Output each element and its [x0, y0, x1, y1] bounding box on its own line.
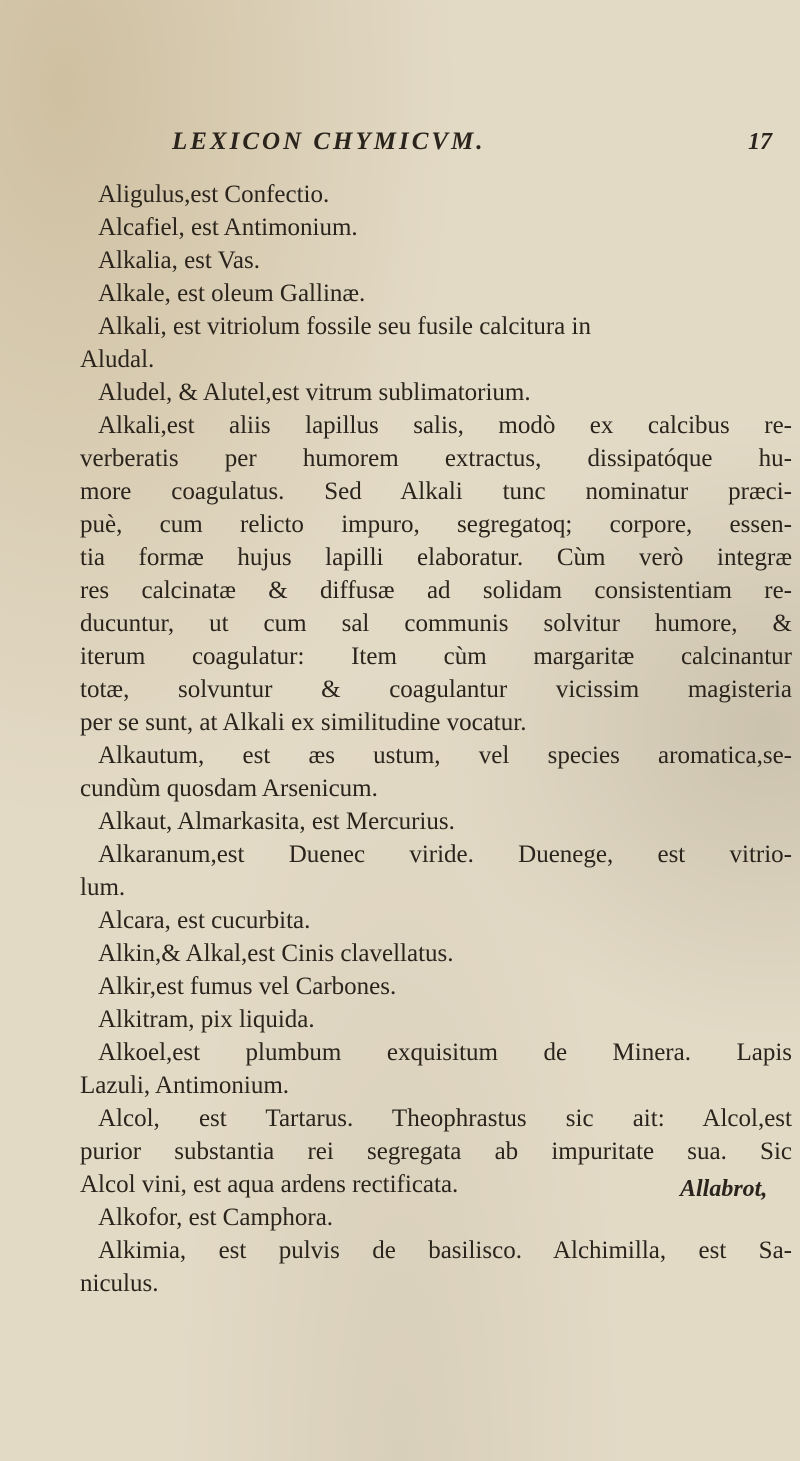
running-title: LEXICON CHYMICVM. [172, 128, 486, 155]
text-line: cundùm quosdam Arsenicum. [80, 775, 378, 802]
text-line: Alkaranum,est Duenec viride. Duenege, est vitrio- [98, 841, 792, 868]
text-line: Alkale, est oleum Gallinæ. [98, 280, 366, 307]
text-line: Alkimia, est pulvis de basilisco. Alchimilla, est Sa- [98, 1237, 792, 1264]
text-line: Alkin,& Alkal,est Cinis clavellatus. [98, 940, 454, 967]
text-line: Alkitram, pix liquida. [98, 1006, 315, 1033]
text-line: Alkali,est aliis lapillus salis, modò ex calcibus re- [98, 412, 792, 439]
text-line: Aligulus,est Confectio. [98, 181, 330, 208]
text-line: Alcol vini, est aqua ardens rectificata. [80, 1171, 459, 1198]
text-line: tia formæ hujus lapilli elaboratur. Cùm verò integræ [80, 544, 792, 571]
text-line: Alkali, est vitriolum fossile seu fusile calcitura in [98, 313, 591, 340]
text-line: ducuntur, ut cum sal communis solvitur humore, & [80, 610, 792, 637]
text-line: Alkoel,est plumbum exquisitum de Minera. Lapis [98, 1039, 792, 1066]
text-line: Lazuli, Antimonium. [80, 1072, 290, 1099]
text-line: Alcafiel, est Antimonium. [98, 214, 358, 241]
text-line: per se sunt, at Alkali ex similitudine vocatur. [80, 709, 527, 736]
text-line: Alkautum, est æs ustum, vel species aromatica,se- [98, 742, 792, 769]
text-line: verberatis per humorem extractus, dissipatóque hu- [80, 445, 792, 472]
page-number: 17 [748, 129, 772, 155]
text-line: more coagulatus. Sed Alkali tunc nominatur præci- [80, 478, 792, 505]
text-line: Alkofor, est Camphora. [98, 1204, 334, 1231]
page-header [172, 128, 772, 156]
text-line: purior substantia rei segregata ab impuritate sua. Sic [80, 1138, 792, 1165]
text-line: Alkir,est fumus vel Carbones. [98, 973, 397, 1000]
text-line: Alkalia, est Vas. [98, 247, 261, 274]
text-line: niculus. [80, 1270, 159, 1297]
catchword: Allabrot, [680, 1176, 768, 1202]
text-line: lum. [80, 874, 126, 901]
text-line: res calcinatæ & diffusæ ad solidam consistentiam re- [80, 577, 792, 604]
text-line: puè, cum relicto impuro, segregatoq; corpore, essen- [80, 511, 792, 538]
text-line: Aludal. [80, 346, 155, 373]
text-line: Alkaut, Almarkasita, est Mercurius. [98, 808, 455, 835]
text-line: Alcol, est Tartarus. Theophrastus sic ait: Alcol,est [98, 1105, 792, 1132]
text-line: Alcara, est cucurbita. [98, 907, 311, 934]
text-line: Aludel, & Alutel,est vitrum sublimatorium. [98, 379, 531, 406]
text-line: totæ, solvuntur & coagulantur vicissim magisteria [80, 676, 792, 703]
text-line: iterum coagulatur: Item cùm margaritæ calcinantur [80, 643, 792, 670]
